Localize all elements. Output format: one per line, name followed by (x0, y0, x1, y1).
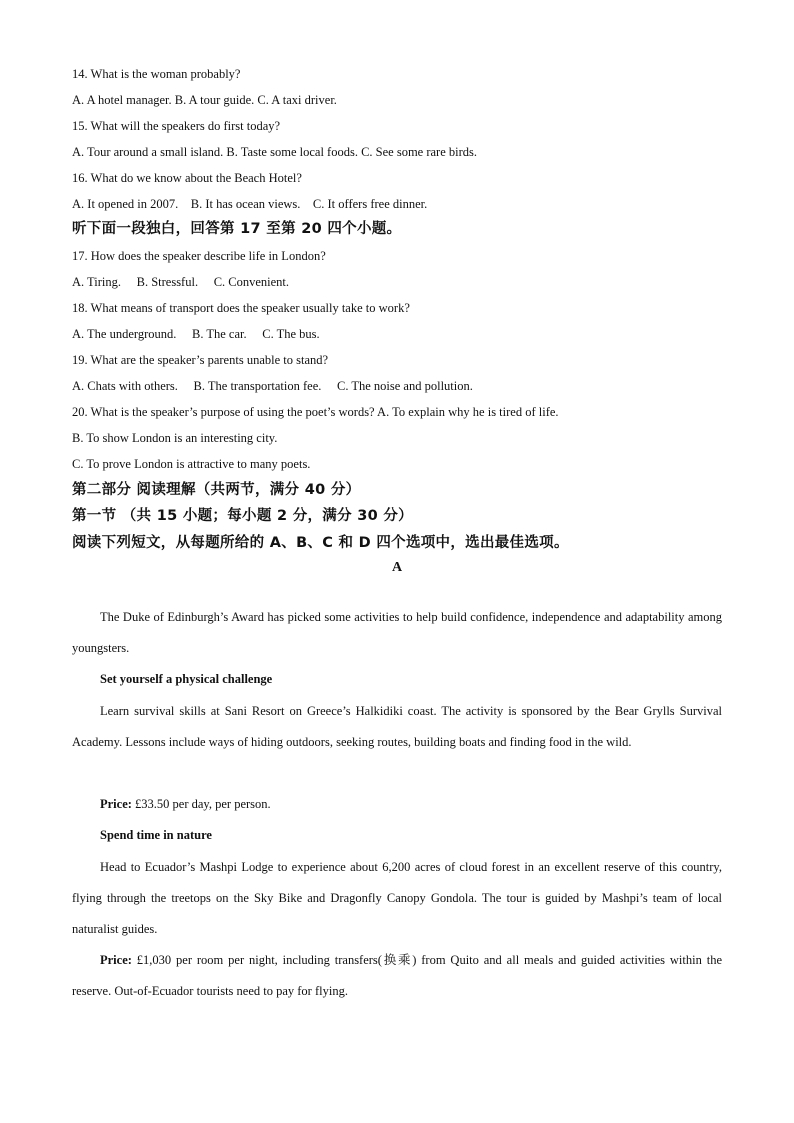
question-17: 17. How does the speaker describe life in London? (72, 249, 326, 263)
section-title: 第一节 （共 15 小题；每小题 2 分，满分 30 分） (72, 508, 413, 524)
item2-price-value: £1,030 per room per night, including transfers(换乘) from Quito and all meals and guided activities within the reserve. Out-of-Ecuador tourists need to pay for flying. (72, 953, 722, 998)
item2-heading: Spend time in nature (100, 828, 212, 842)
question-16: 16. What do we know about the Beach Hotel? (72, 171, 302, 185)
item1-price-value: £33.50 per day, per person. (131, 797, 271, 811)
reading-instruction: 阅读下列短文，从每题所给的 A、B、C 和 D 四个选项中，选出最佳选项。 (72, 535, 569, 551)
question-18-options: A. The underground. B. The car. C. The bus. (72, 327, 320, 341)
question-17-options: A. Tiring. B. Stressful. C. Convenient. (72, 275, 290, 289)
question-15-options: A. Tour around a small island. B. Taste some local foods. C. See some rare birds. (72, 145, 478, 159)
question-14: 14. What is the woman probably? (72, 67, 241, 81)
passage-intro: The Duke of Edinburgh’s Award has picked some activities to help build confidence, independence and adaptability among youngsters. (72, 610, 722, 655)
question-19-options: A. Chats with others. B. The transportation fee. C. The noise and pollution. (72, 379, 473, 393)
question-14-options: A. A hotel manager. B. A tour guide. C. A taxi driver. (72, 93, 337, 107)
question-19: 19. What are the speaker’s parents unable to stand? (72, 353, 329, 367)
item2-price (72, 945, 722, 1007)
question-20-option-c: C. To prove London is attractive to many poets. (72, 457, 311, 471)
item2-body: Head to Ecuador’s Mashpi Lodge to experience about 6,200 acres of cloud forest in an excellent reserve of this country, flying through the treetops on the Sky Bike and Dragonfly Canopy Gondola. The tour is guided by Mashpi’s team of local naturalist guides. (72, 860, 722, 936)
passage-label: A (391, 560, 403, 575)
question-20-option-b: B. To show London is an interesting city. (72, 431, 278, 445)
question-15: 15. What will the speakers do first today? (72, 119, 281, 133)
item1-price (100, 796, 271, 812)
item2-price-label: Price: (100, 953, 132, 967)
question-16-options: A. It opened in 2007. B. It has ocean views. C. It offers free dinner. (72, 197, 428, 211)
question-18: 18. What means of transport does the speaker usually take to work? (72, 301, 410, 315)
question-20: 20. What is the speaker’s purpose of using the poet’s words? A. To explain why he is tired of life. (72, 405, 559, 419)
part-title: 第二部分 阅读理解（共两节，满分 40 分） (72, 482, 361, 498)
listening-instruction: 听下面一段独白，回答第 17 至第 20 四个小题。 (72, 221, 402, 237)
item1-body: Learn survival skills at Sani Resort on Greece’s Halkidiki coast. The activity is sponsored by the Bear Grylls Survival Academy. Lessons include ways of hiding outdoors, seeking routes, building boats and finding food in the wild. (72, 704, 722, 749)
item1-price-label: Price: (100, 797, 132, 811)
item1-heading: Set yourself a physical challenge (100, 672, 273, 686)
